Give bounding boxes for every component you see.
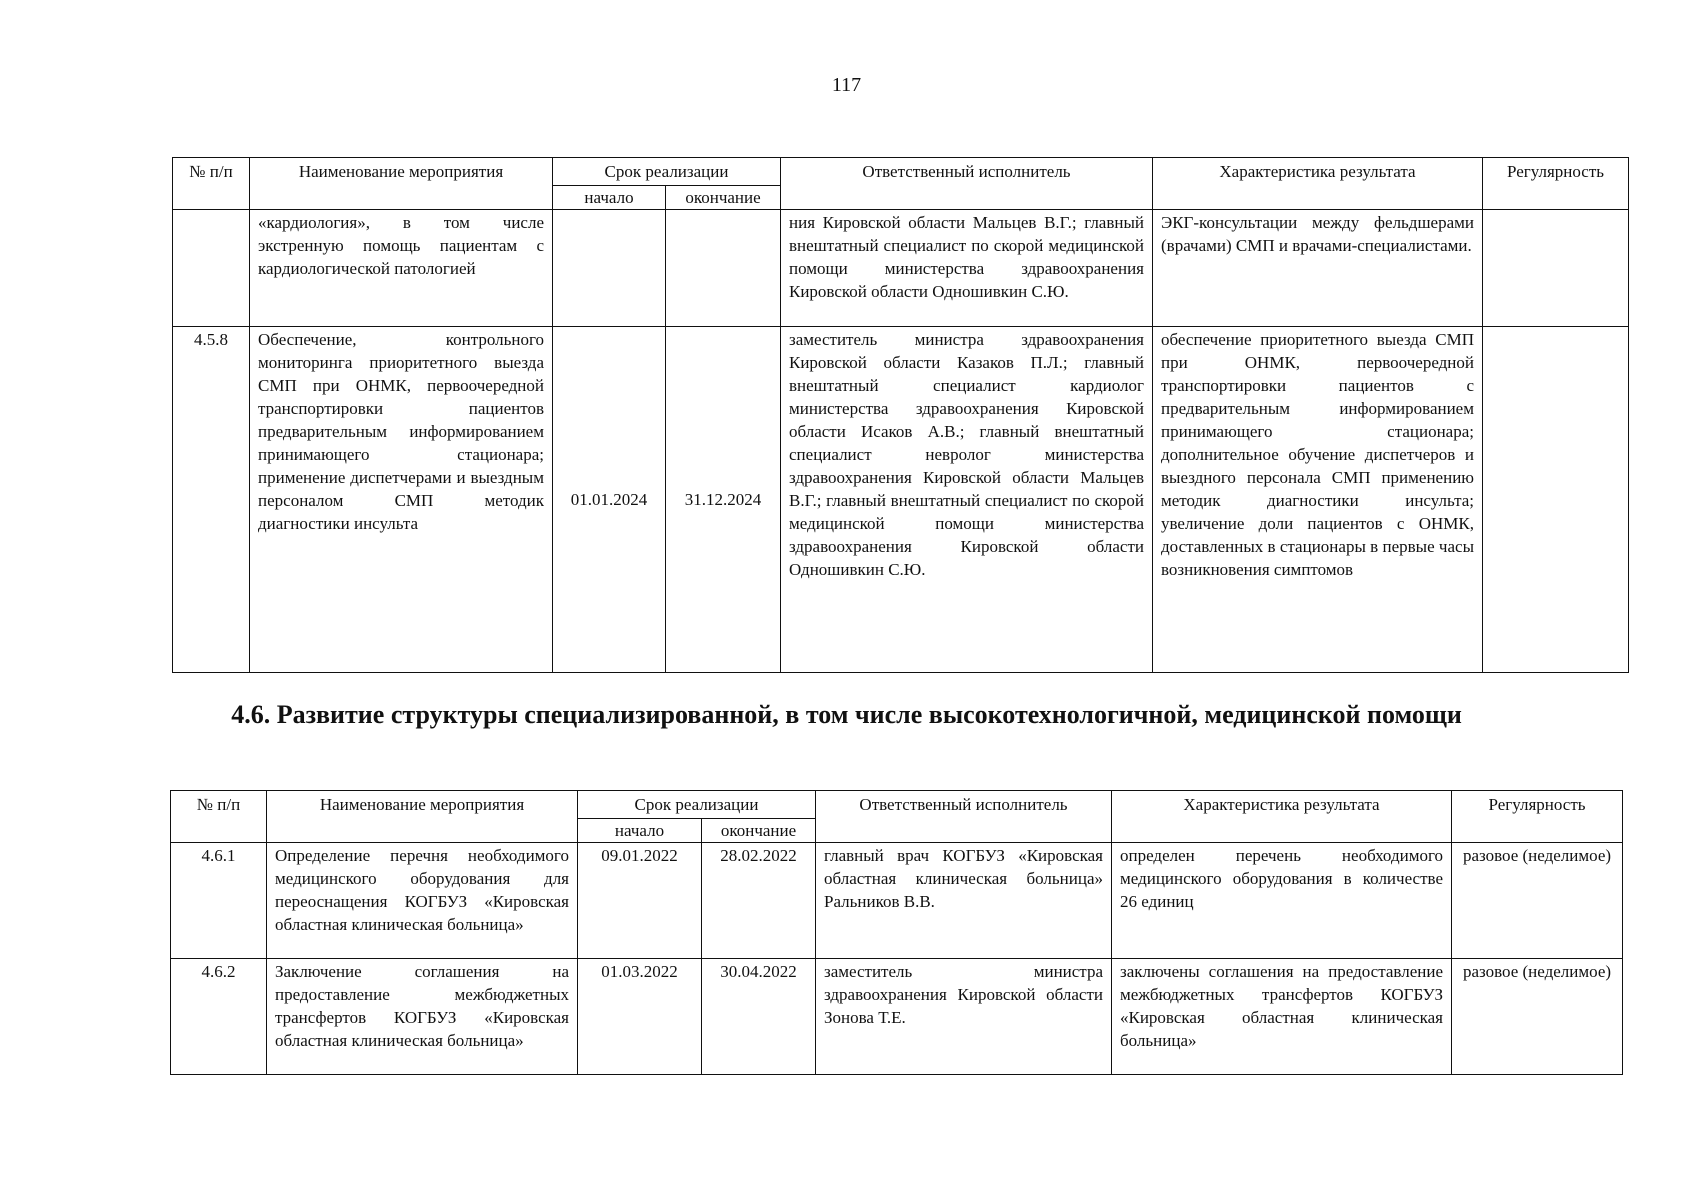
table-row	[173, 327, 1629, 673]
row-num: 4.5.8	[173, 327, 250, 673]
table-header-row	[171, 791, 1623, 819]
header-end: окончание	[666, 186, 781, 210]
row-end: 31.12.2024	[666, 327, 781, 673]
row-name: Определение перечня необходимого медицинского оборудования для переоснащения КОГБУЗ «Кировская областная клиническая больница»	[267, 843, 578, 959]
row-num	[173, 210, 250, 327]
row-name: «кардиология», в том числе экстренную помощь пациентам с кардиологической патологией	[250, 210, 553, 327]
header-executor: Ответственный исполнитель	[816, 791, 1112, 843]
row-regularity	[1483, 327, 1629, 673]
header-regularity: Регулярность	[1452, 791, 1623, 843]
row-end: 28.02.2022	[702, 843, 816, 959]
row-start: 01.01.2024	[553, 327, 666, 673]
row-executor: ния Кировской области Мальцев В.Г.; главный внештатный специалист по скорой медицинской помощи министерства здравоохранения Кировской области Одношивкин С.Ю.	[781, 210, 1153, 327]
row-result: обеспечение приоритетного выезда СМП при ОНМК, первоочередной транспортировки пациентов с предварительным информированием принимающего стационара; дополнительное обучение диспетчеров и выездного персонала СМП применению методик диагностики инсульта; увеличение доли пациентов с ОНМК, доставленных в стационары в первые часы возникновения симптомов	[1153, 327, 1483, 673]
row-num: 4.6.2	[171, 959, 267, 1075]
activities-table-4-5	[172, 157, 1629, 673]
section-title: 4.6. Развитие структуры специализированной, в том числе высокотехнологичной, медицинской помощи	[231, 700, 1462, 729]
header-name: Наименование мероприятия	[267, 791, 578, 843]
row-start: 09.01.2022	[578, 843, 702, 959]
header-start: начало	[553, 186, 666, 210]
row-end: 30.04.2022	[702, 959, 816, 1075]
row-result: ЭКГ-консультации между фельдшерами (врачами) СМП и врачами-специалистами.	[1153, 210, 1483, 327]
row-executor: главный врач КОГБУЗ «Кировская областная клиническая больница» Ральников В.В.	[816, 843, 1112, 959]
page-number: 117	[831, 74, 862, 96]
header-end: окончание	[702, 819, 816, 843]
header-num: № п/п	[171, 791, 267, 843]
row-executor: заместитель министра здравоохранения Кировской области Зонова Т.Е.	[816, 959, 1112, 1075]
header-period: Срок реализации	[553, 158, 781, 186]
row-result: заключены соглашения на предоставление межбюджетных трансфертов КОГБУЗ «Кировская областная клиническая больница»	[1112, 959, 1452, 1075]
row-start: 01.03.2022	[578, 959, 702, 1075]
row-result: определен перечень необходимого медицинского оборудования в количестве 26 единиц	[1112, 843, 1452, 959]
activities-table-4-6	[170, 790, 1623, 1075]
row-end	[666, 210, 781, 327]
table-row	[171, 959, 1623, 1075]
table-header-row	[173, 158, 1629, 186]
header-result: Характеристика результата	[1153, 158, 1483, 210]
header-start: начало	[578, 819, 702, 843]
table-row	[171, 843, 1623, 959]
row-start	[553, 210, 666, 327]
header-executor: Ответственный исполнитель	[781, 158, 1153, 210]
row-executor: заместитель министра здравоохранения Кировской области Казаков П.Л.; главный внештатный специалист кардиолог министерства здравоохранения Кировской области Исаков А.В.; главный внештатный специалист невролог министерства здравоохранения Кировской области Мальцев В.Г.; главный внештатный специалист по скорой медицинской помощи министерства здравоохранения Кировской области Одношивкин С.Ю.	[781, 327, 1153, 673]
row-regularity: разовое (неделимое)	[1452, 843, 1623, 959]
header-period: Срок реализации	[578, 791, 816, 819]
row-regularity	[1483, 210, 1629, 327]
row-name: Обеспечение, контрольного мониторинга приоритетного выезда СМП при ОНМК, первоочередной транспортировки пациентов предварительным информированием принимающего стационара; применение диспетчерами и выездным персоналом СМП методик диагностики инсульта	[250, 327, 553, 673]
row-num: 4.6.1	[171, 843, 267, 959]
row-regularity: разовое (неделимое)	[1452, 959, 1623, 1075]
row-name: Заключение соглашения на предоставление межбюджетных трансфертов КОГБУЗ «Кировская областная клиническая больница»	[267, 959, 578, 1075]
header-name: Наименование мероприятия	[250, 158, 553, 210]
header-num: № п/п	[173, 158, 250, 210]
table-row	[173, 210, 1629, 327]
header-result: Характеристика результата	[1112, 791, 1452, 843]
header-regularity: Регулярность	[1483, 158, 1629, 210]
